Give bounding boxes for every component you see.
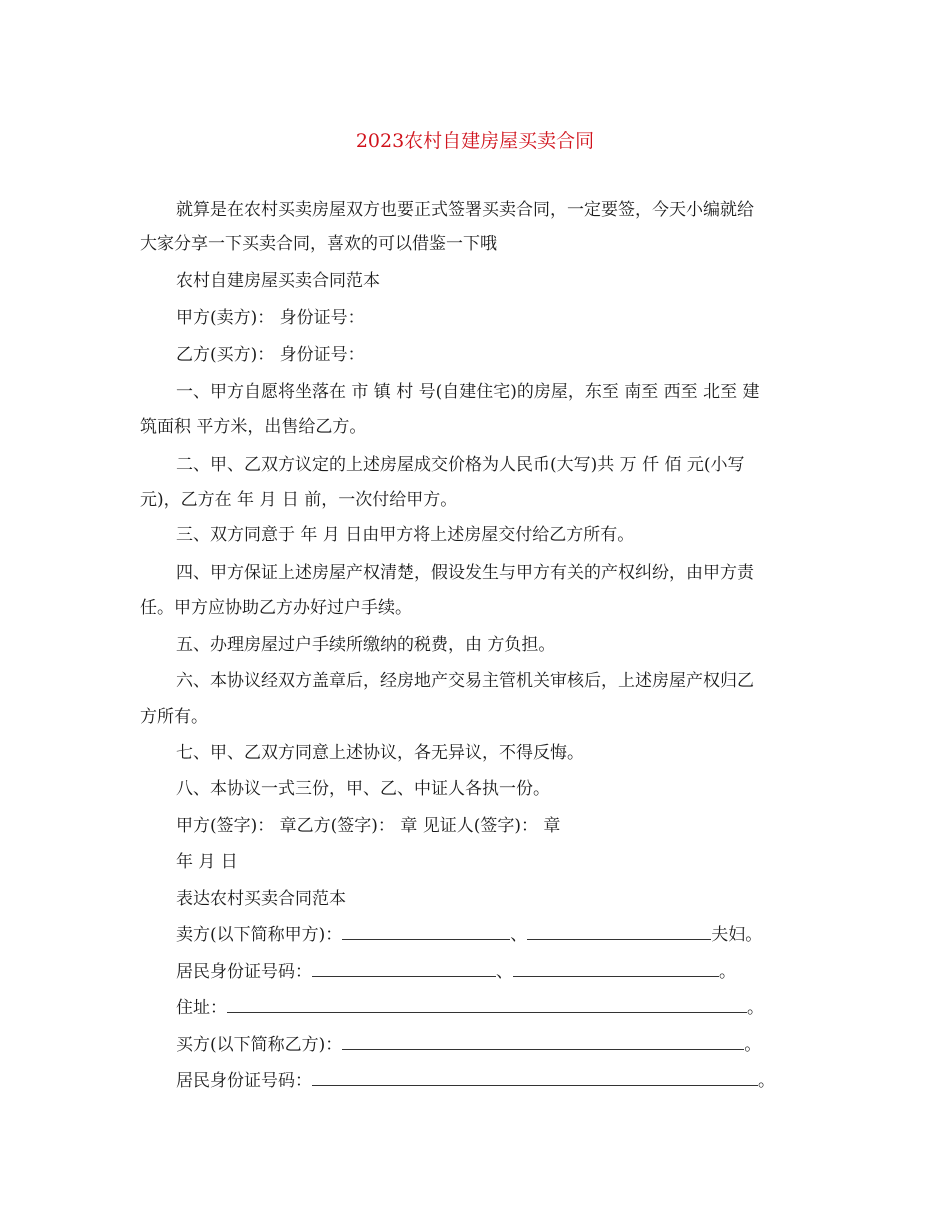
signature-line: 甲方(签字)： 章乙方(签字)： 章 见证人(签字)： 章 — [176, 816, 561, 836]
clause-7-line: 七、甲、乙双方同意上述协议，各无异议，不得反悔。 — [176, 743, 584, 763]
address-blank[interactable] — [227, 996, 747, 1013]
line-end: 。 — [744, 1035, 762, 1055]
address-label: 住址： — [176, 998, 227, 1018]
line-end: 。 — [758, 1071, 775, 1091]
clause-6-line: 六、本协议经双方盖章后，经房地产交易主管机关审核后，上述房屋产权归乙 — [176, 671, 754, 691]
seller-label: 卖方(以下简称甲方)： — [176, 925, 343, 945]
clause-6-line: 方所有。 — [140, 707, 208, 727]
line-end: 。 — [719, 962, 736, 982]
document-title: 2023农村自建房屋买卖合同 — [355, 130, 595, 152]
clause-8-line: 八、本协议一式三份，甲、乙、中证人各执一份。 — [176, 779, 550, 799]
clause-5-line: 五、办理房屋过户手续所缴纳的税费，由 方负担。 — [176, 635, 556, 655]
buyer-id-label: 居民身份证号码： — [176, 1071, 312, 1091]
separator: 、 — [510, 925, 528, 945]
seller-suffix: 夫妇。 — [711, 925, 763, 945]
clause-4-line: 任。甲方应协助乙方办好过户手续。 — [140, 598, 412, 618]
section-heading: 农村自建房屋买卖合同范本 — [176, 271, 380, 291]
buyer-id-row — [176, 1069, 775, 1093]
seller-id-label: 居民身份证号码： — [176, 962, 312, 982]
paragraph-line: 就算是在农村买卖房屋双方也要正式签署买卖合同，一定要签，今天小编就给 — [176, 200, 754, 220]
buyer-name-blank[interactable] — [342, 1033, 744, 1050]
section-heading: 表达农村买卖合同范本 — [176, 889, 346, 909]
address-row — [176, 996, 764, 1020]
seller-name-blank-2[interactable] — [527, 923, 711, 940]
separator: 、 — [496, 962, 513, 982]
party-a-line: 甲方(卖方)： 身份证号： — [176, 308, 365, 328]
buyer-label: 买方(以下简称乙方)： — [176, 1035, 343, 1055]
clause-1-line: 筑面积 平方米，出售给乙方。 — [140, 417, 367, 437]
clause-1-line: 一、甲方自愿将坐落在 市 镇 村 号(自建住宅)的房屋，东至 南至 西至 北至 建 — [176, 382, 760, 402]
seller-field-row — [176, 923, 762, 947]
line-end: 。 — [747, 998, 764, 1018]
clause-3-line: 三、双方同意于 年 月 日由甲方将上述房屋交付给乙方所有。 — [176, 525, 635, 545]
buyer-id-blank[interactable] — [312, 1069, 758, 1086]
party-b-line: 乙方(买方)： 身份证号： — [176, 345, 365, 365]
seller-id-blank-2[interactable] — [513, 960, 719, 977]
clause-2-line: 二、甲、乙双方议定的上述房屋成交价格为人民币(大写)共 万 仟 佰 元(小写 — [176, 455, 745, 475]
date-line: 年 月 日 — [176, 852, 238, 872]
seller-id-blank-1[interactable] — [312, 960, 496, 977]
seller-name-blank-1[interactable] — [342, 923, 510, 940]
clause-4-line: 四、甲方保证上述房屋产权清楚，假设发生与甲方有关的产权纠纷，由甲方责 — [176, 563, 754, 583]
buyer-field-row — [176, 1033, 761, 1057]
seller-id-row — [176, 960, 736, 984]
paragraph-line: 大家分享一下买卖合同，喜欢的可以借鉴一下哦 — [140, 234, 497, 254]
clause-2-line: 元)，乙方在 年 月 日 前，一次付给甲方。 — [140, 490, 458, 510]
